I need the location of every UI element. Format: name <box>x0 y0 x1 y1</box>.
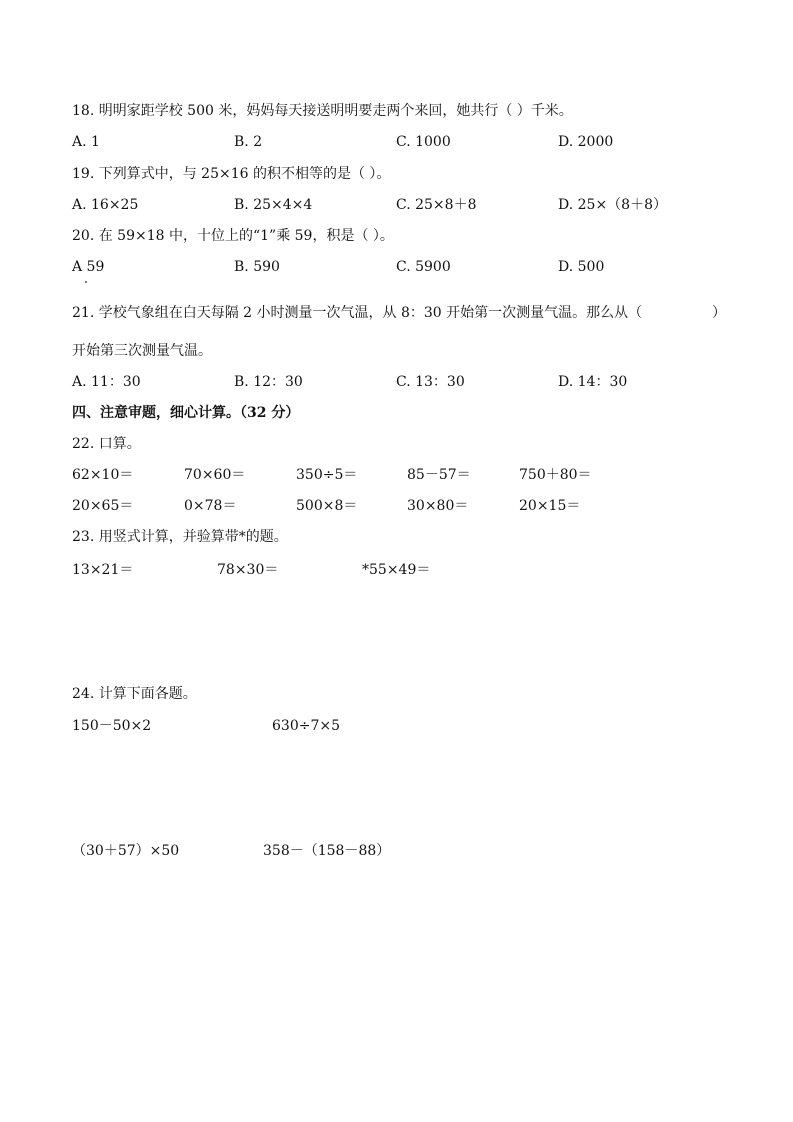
q24-item-1: 150－50×2 <box>72 718 152 734</box>
q22-r2-item-3: 500×8＝ <box>296 498 358 514</box>
question-20-stem: 20. 在 59×18 中，十位上的“1”乘 59，积是（ ）。 <box>72 228 394 244</box>
section-4-heading: 四、注意审题，细心计算。（32 分） <box>72 405 300 421</box>
stray-mark <box>85 281 87 283</box>
question-18-stem: 18. 明明家距学校 500 米，妈妈每天接送明明要走两个来回，她共行（ ）千米。 <box>72 103 573 119</box>
q22-r1-item-4: 85－57＝ <box>407 467 471 483</box>
q22-r1-item-2: 70×60＝ <box>184 467 246 483</box>
q20-option-c: C. 5900 <box>396 259 451 275</box>
q18-option-d: D. 2000 <box>558 134 614 150</box>
question-21-answer-bracket-close: ） <box>712 305 726 321</box>
q21-option-a: A. 11：30 <box>72 374 141 390</box>
q24-item-4: 358－（158－88） <box>263 843 391 859</box>
q20-option-a: A 59 <box>72 259 105 275</box>
q18-option-a: A. 1 <box>72 134 100 150</box>
q18-option-b: B. 2 <box>234 134 263 150</box>
q19-option-a: A. 16×25 <box>72 197 139 213</box>
q23-item-2: 78×30＝ <box>217 562 279 578</box>
question-24-stem: 24. 计算下面各题。 <box>72 686 197 702</box>
q22-r1-item-5: 750＋80＝ <box>519 467 592 483</box>
q21-option-b: B. 12：30 <box>234 374 303 390</box>
q24-item-3: （30＋57）×50 <box>72 843 180 859</box>
q19-option-d: D. 25×（8＋8） <box>558 197 667 213</box>
q22-r1-item-3: 350÷5＝ <box>296 467 358 483</box>
q23-item-3: *55×49＝ <box>362 562 431 578</box>
q19-option-b: B. 25×4×4 <box>234 197 313 213</box>
q19-option-c: C. 25×8＋8 <box>396 197 477 213</box>
q21-option-d: D. 14：30 <box>558 374 628 390</box>
q22-r1-item-1: 62×10＝ <box>72 467 134 483</box>
q22-r2-item-4: 30×80＝ <box>407 498 469 514</box>
question-21-stem-line2: 开始第三次测量气温。 <box>72 343 212 359</box>
question-19-stem: 19. 下列算式中，与 25×16 的积不相等的是（ ）。 <box>72 166 391 182</box>
question-23-stem: 23. 用竖式计算，并验算带*的题。 <box>72 529 288 545</box>
q23-item-1: 13×21＝ <box>72 562 134 578</box>
q22-r2-item-2: 0×78＝ <box>184 498 237 514</box>
q20-option-b: B. 590 <box>234 259 280 275</box>
q20-option-d: D. 500 <box>558 259 605 275</box>
question-21-stem-line1: 21. 学校气象组在白天每隔 2 小时测量一次气温，从 8：30 开始第一次测量气温。那么从（ <box>72 305 643 321</box>
q22-r2-item-5: 20×15＝ <box>519 498 581 514</box>
q18-option-c: C. 1000 <box>396 134 451 150</box>
q22-r2-item-1: 20×65＝ <box>72 498 134 514</box>
q21-option-c: C. 13：30 <box>396 374 465 390</box>
q24-item-2: 630÷7×5 <box>272 718 340 734</box>
question-22-stem: 22. 口算。 <box>72 436 141 452</box>
